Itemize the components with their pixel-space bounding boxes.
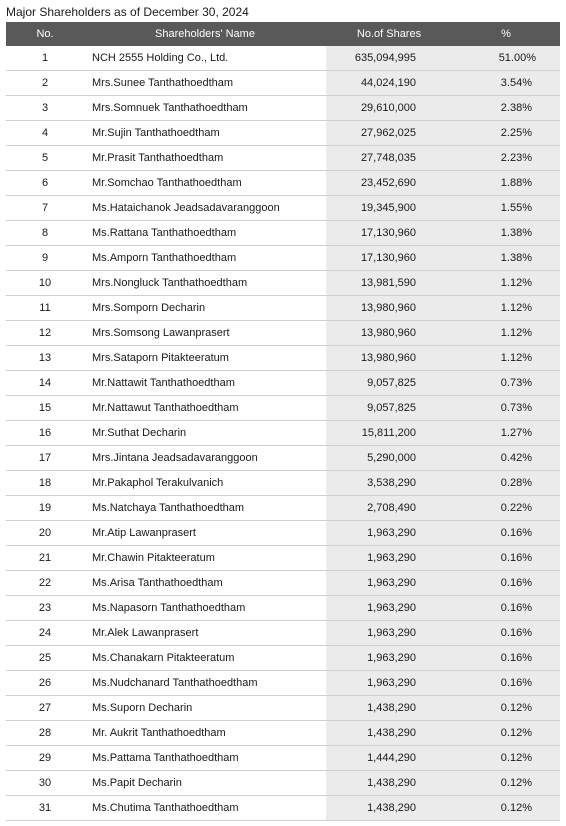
shareholder-name: Ms.Arisa Tanthathoedtham — [84, 571, 326, 596]
shareholder-name: Mr.Somchao Tanthathoedtham — [84, 171, 326, 196]
share-count: 9,057,825 — [326, 396, 452, 421]
table-row — [6, 771, 560, 796]
row-number: 28 — [6, 721, 84, 746]
shareholder-name: Ms.Chanakarn Pitakteeratum — [84, 646, 326, 671]
share-percent: 0.22% — [452, 496, 560, 521]
row-number: 7 — [6, 196, 84, 221]
table-row — [6, 521, 560, 546]
share-percent: 0.16% — [452, 671, 560, 696]
share-count: 9,057,825 — [326, 371, 452, 396]
row-number: 19 — [6, 496, 84, 521]
table-row — [6, 346, 560, 371]
shareholder-name: Mr.Atip Lawanprasert — [84, 521, 326, 546]
share-count: 1,963,290 — [326, 521, 452, 546]
share-count: 1,963,290 — [326, 546, 452, 571]
row-number: 9 — [6, 246, 84, 271]
header-no: No. — [6, 22, 84, 46]
shareholder-name: Ms.Pattama Tanthathoedtham — [84, 746, 326, 771]
table-header — [6, 22, 560, 46]
share-count: 19,345,900 — [326, 196, 452, 221]
share-percent: 0.16% — [452, 521, 560, 546]
row-number: 22 — [6, 571, 84, 596]
share-count: 5,290,000 — [326, 446, 452, 471]
table-row — [6, 396, 560, 421]
share-count: 13,980,960 — [326, 346, 452, 371]
share-percent: 1.12% — [452, 346, 560, 371]
share-count: 1,444,290 — [326, 746, 452, 771]
share-percent: 1.55% — [452, 196, 560, 221]
shareholder-name: Mr.Chawin Pitakteeratum — [84, 546, 326, 571]
table-row — [6, 746, 560, 771]
row-number: 8 — [6, 221, 84, 246]
share-percent: 0.12% — [452, 746, 560, 771]
share-percent: 0.12% — [452, 796, 560, 821]
table-row — [6, 146, 560, 171]
table-row — [6, 796, 560, 821]
shareholder-name: Mr. Aukrit Tanthathoedtham — [84, 721, 326, 746]
share-percent: 0.42% — [452, 446, 560, 471]
table-row — [6, 596, 560, 621]
shareholder-name: Mr.Sujin Tanthathoedtham — [84, 121, 326, 146]
share-count: 29,610,000 — [326, 96, 452, 121]
shareholder-name: Mrs.Nongluck Tanthathoedtham — [84, 271, 326, 296]
share-percent: 1.88% — [452, 171, 560, 196]
shareholder-name: Ms.Rattana Tanthathoedtham — [84, 221, 326, 246]
page-title: Major Shareholders as of December 30, 2024 — [6, 5, 249, 19]
share-count: 15,811,200 — [326, 421, 452, 446]
table-row — [6, 446, 560, 471]
table-row — [6, 296, 560, 321]
table-row — [6, 646, 560, 671]
shareholder-name: Mr.Prasit Tanthathoedtham — [84, 146, 326, 171]
row-number: 2 — [6, 71, 84, 96]
share-percent: 0.73% — [452, 371, 560, 396]
share-count: 2,708,490 — [326, 496, 452, 521]
share-count: 23,452,690 — [326, 171, 452, 196]
share-percent: 0.16% — [452, 571, 560, 596]
shareholder-name: Mrs.Sataporn Pitakteeratum — [84, 346, 326, 371]
share-count: 1,963,290 — [326, 646, 452, 671]
table-row — [6, 571, 560, 596]
shareholder-name: Mrs.Somporn Decharin — [84, 296, 326, 321]
shareholder-name: Ms.Papit Decharin — [84, 771, 326, 796]
share-count: 13,981,590 — [326, 271, 452, 296]
share-percent: 0.16% — [452, 621, 560, 646]
share-percent: 0.73% — [452, 396, 560, 421]
table-row — [6, 71, 560, 96]
table-row — [6, 246, 560, 271]
share-count: 27,748,035 — [326, 146, 452, 171]
share-percent: 0.16% — [452, 546, 560, 571]
shareholder-name: Mr.Pakaphol Terakulvanich — [84, 471, 326, 496]
row-number: 1 — [6, 46, 84, 71]
shareholder-name: Mrs.Jintana Jeadsadavaranggoon — [84, 446, 326, 471]
share-percent: 3.54% — [452, 71, 560, 96]
shareholder-name: Mr.Alek Lawanprasert — [84, 621, 326, 646]
share-percent: 0.12% — [452, 696, 560, 721]
header-name: Shareholders' Name — [84, 22, 326, 46]
shareholder-name: Mrs.Sunee Tanthathoedtham — [84, 71, 326, 96]
share-count: 1,438,290 — [326, 771, 452, 796]
share-count: 1,963,290 — [326, 571, 452, 596]
share-count: 13,980,960 — [326, 321, 452, 346]
table-body — [6, 46, 560, 821]
table-row — [6, 121, 560, 146]
share-count: 17,130,960 — [326, 246, 452, 271]
shareholder-name: Ms.Amporn Tanthathoedtham — [84, 246, 326, 271]
row-number: 5 — [6, 146, 84, 171]
share-percent: 1.38% — [452, 246, 560, 271]
table-row — [6, 196, 560, 221]
share-count: 27,962,025 — [326, 121, 452, 146]
row-number: 31 — [6, 796, 84, 821]
share-count: 44,024,190 — [326, 71, 452, 96]
share-percent: 0.12% — [452, 721, 560, 746]
shareholders-table — [6, 22, 560, 821]
row-number: 23 — [6, 596, 84, 621]
row-number: 24 — [6, 621, 84, 646]
shareholder-name: Mr.Nattawut Tanthathoedtham — [84, 396, 326, 421]
row-number: 4 — [6, 121, 84, 146]
table-row — [6, 321, 560, 346]
table-row — [6, 671, 560, 696]
share-count: 1,438,290 — [326, 721, 452, 746]
table-row — [6, 171, 560, 196]
share-count: 1,438,290 — [326, 696, 452, 721]
row-number: 26 — [6, 671, 84, 696]
shareholder-name: Mrs.Somsong Lawanprasert — [84, 321, 326, 346]
table-row — [6, 46, 560, 71]
shareholder-name: Ms.Hataichanok Jeadsadavaranggoon — [84, 196, 326, 221]
row-number: 29 — [6, 746, 84, 771]
table-row — [6, 696, 560, 721]
share-percent: 1.38% — [452, 221, 560, 246]
row-number: 17 — [6, 446, 84, 471]
share-percent: 2.25% — [452, 121, 560, 146]
share-percent: 0.16% — [452, 596, 560, 621]
share-count: 1,963,290 — [326, 621, 452, 646]
row-number: 6 — [6, 171, 84, 196]
header-row — [6, 22, 560, 46]
shareholder-name: Mr.Suthat Decharin — [84, 421, 326, 446]
row-number: 3 — [6, 96, 84, 121]
share-count: 1,963,290 — [326, 671, 452, 696]
table-row — [6, 96, 560, 121]
shareholder-name: Ms.Suporn Decharin — [84, 696, 326, 721]
share-count: 635,094,995 — [326, 46, 452, 71]
share-percent: 2.23% — [452, 146, 560, 171]
share-percent: 0.12% — [452, 771, 560, 796]
share-count: 1,438,290 — [326, 796, 452, 821]
share-percent: 2.38% — [452, 96, 560, 121]
shareholder-name: Ms.Nudchanard Tanthathoedtham — [84, 671, 326, 696]
shareholder-name: Ms.Natchaya Tanthathoedtham — [84, 496, 326, 521]
table-row — [6, 421, 560, 446]
row-number: 13 — [6, 346, 84, 371]
table-row — [6, 271, 560, 296]
share-percent: 1.12% — [452, 271, 560, 296]
row-number: 20 — [6, 521, 84, 546]
shareholder-name: NCH 2555 Holding Co., Ltd. — [84, 46, 326, 71]
share-percent: 1.27% — [452, 421, 560, 446]
table-row — [6, 721, 560, 746]
row-number: 14 — [6, 371, 84, 396]
share-count: 1,963,290 — [326, 596, 452, 621]
row-number: 25 — [6, 646, 84, 671]
table-row — [6, 221, 560, 246]
row-number: 27 — [6, 696, 84, 721]
table-row — [6, 496, 560, 521]
row-number: 16 — [6, 421, 84, 446]
row-number: 10 — [6, 271, 84, 296]
header-shares: No.of Shares — [326, 22, 452, 46]
table-row — [6, 621, 560, 646]
share-percent: 0.16% — [452, 646, 560, 671]
row-number: 12 — [6, 321, 84, 346]
shareholder-name: Mr.Nattawit Tanthathoedtham — [84, 371, 326, 396]
row-number: 21 — [6, 546, 84, 571]
share-count: 3,538,290 — [326, 471, 452, 496]
shareholder-name: Ms.Napasorn Tanthathoedtham — [84, 596, 326, 621]
share-percent: 1.12% — [452, 296, 560, 321]
row-number: 11 — [6, 296, 84, 321]
row-number: 30 — [6, 771, 84, 796]
table-row — [6, 371, 560, 396]
table-row — [6, 471, 560, 496]
header-percent: % — [452, 22, 560, 46]
share-count: 13,980,960 — [326, 296, 452, 321]
share-percent: 51.00% — [452, 46, 560, 71]
shareholder-name: Ms.Chutima Tanthathoedtham — [84, 796, 326, 821]
row-number: 15 — [6, 396, 84, 421]
share-percent: 1.12% — [452, 321, 560, 346]
shareholder-name: Mrs.Somnuek Tanthathoedtham — [84, 96, 326, 121]
share-percent: 0.28% — [452, 471, 560, 496]
share-count: 17,130,960 — [326, 221, 452, 246]
row-number: 18 — [6, 471, 84, 496]
table-row — [6, 546, 560, 571]
